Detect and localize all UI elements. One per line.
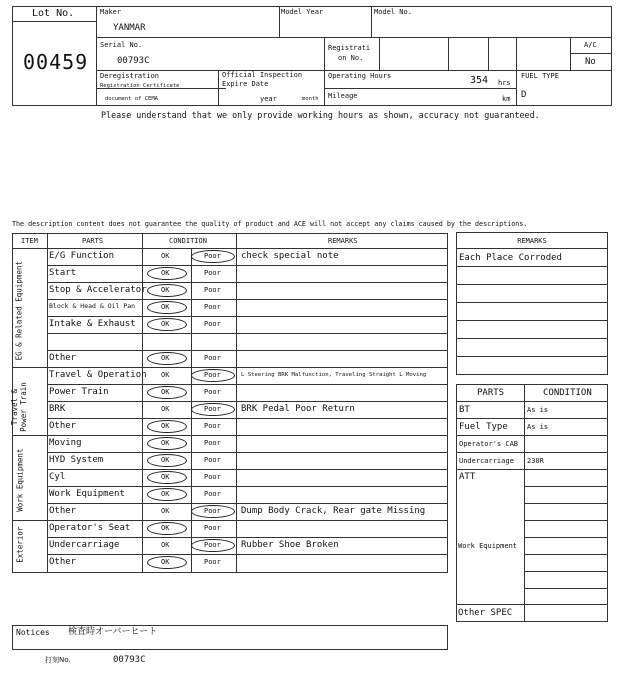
maker-label: Maker [100,8,122,16]
inspection-label-1: Official Inspection [222,71,303,79]
ok-circle-mark [147,420,187,433]
ok-option: OK [161,269,170,277]
other-spec-label: Other SPEC [458,608,513,618]
right-remark-row [457,267,608,285]
stamp-label: 打刻No. [45,656,71,664]
poor-option: Poor [204,524,221,532]
deregistration-label: Deregistration [100,72,160,80]
lot-label: Lot No. [32,8,75,19]
ok-circle-mark [147,471,187,484]
right-part-condition: As is [527,406,549,414]
ac-label: A/C [584,41,597,49]
part-name: Operator's Seat [49,523,131,533]
right-remarks-table [456,232,608,375]
ok-option: OK [161,473,170,481]
part-name: Moving [49,438,82,448]
ok-option: OK [161,252,170,260]
poor-circle-mark [191,403,235,416]
serial-value: 00793C [117,56,150,66]
right-remark-row: Each Place Corroded [457,249,608,267]
part-name: Stop & Accelerator [49,285,147,295]
att-label: ATT [459,472,476,482]
poor-option: Poor [204,371,221,379]
poor-circle-mark [191,539,235,552]
remark-text: check special note [241,251,339,261]
hours-note: Please understand that we only provide working hours as shown, accuracy not guaranteed. [101,110,540,120]
poor-option: Poor [204,507,221,515]
operating-hours-label: Operating Hours [328,72,392,80]
ok-option: OK [161,456,170,464]
ok-circle-mark [147,267,187,280]
poor-option: Poor [204,303,221,311]
registration-label-2: on No. [338,54,364,62]
part-name: Start [49,268,77,278]
right-remark-row [457,285,608,303]
remark-text: L Steering BRK Malfunction, Traveling Straight L Moving [241,372,427,378]
right-part-condition: As is [527,423,549,431]
group-label-work: Work Equipment [15,448,25,512]
ac-value: No [585,57,596,67]
ok-circle-mark [147,301,187,314]
part-name: BRK [49,404,66,414]
right-remarks-header: REMARKS [457,233,608,249]
part-name: Work Equipment [49,489,125,499]
ok-option: OK [161,303,170,311]
part-name: Power Train [49,387,109,397]
group-label-travel: Travel & Power Train [10,382,28,432]
right-parts-header: PARTS [477,388,505,398]
poor-circle-mark [191,250,235,263]
ok-option: OK [161,354,170,362]
ok-circle-mark [147,318,187,331]
poor-option: Poor [204,456,221,464]
header-remarks: REMARKS [328,237,358,245]
ok-option: OK [161,422,170,430]
right-condition-header: CONDITION [543,388,592,398]
ok-option: OK [161,541,170,549]
right-remark-row [457,321,608,339]
ok-option: OK [161,371,170,379]
notices-value: 検査時オーバーヒート [68,627,158,637]
poor-option: Poor [204,558,221,566]
stamp-value: 00793C [113,655,146,665]
poor-option: Poor [204,252,221,260]
disclaimer: The description content does not guarantee the quality of product and ACE will not accept any claims caused by the descriptions. [12,220,528,228]
part-name: Intake & Exhaust [49,319,136,329]
ok-circle-mark [147,522,187,535]
poor-option: Poor [204,405,221,413]
ok-circle-mark [147,352,187,365]
ok-option: OK [161,490,170,498]
poor-option: Poor [204,422,221,430]
operating-hours-value: 354 [470,75,489,86]
part-name: HYD System [49,455,104,465]
ok-option: OK [161,507,170,515]
lot-number: 00459 [23,50,89,74]
ok-option: OK [161,524,170,532]
maker-value: YANMAR [113,23,146,33]
registration-label-1: Registrati [328,44,371,52]
remark-text: BRK Pedal Poor Return [241,404,355,414]
group-label-exterior: Exterior [15,526,25,563]
km-unit: km [502,95,511,103]
poor-option: Poor [204,388,221,396]
header-item: ITEM [21,237,38,245]
ok-option: OK [161,405,170,413]
registration-certificate-label: Registration Certificate [100,83,180,89]
ok-circle-mark [147,556,187,569]
poor-option: Poor [204,541,221,549]
header-parts: PARTS [82,237,104,245]
part-name: Other [49,506,77,516]
month-label: month [302,96,319,102]
ok-option: OK [161,388,170,396]
poor-option: Poor [204,286,221,294]
right-part-condition: 230R [527,457,544,465]
remark-text: Dump Body Crack, Rear gate Missing [241,506,426,516]
notices-label: Notices [16,628,50,637]
hrs-unit: hrs [498,79,511,87]
cema-label: document of CEMA [105,96,158,102]
poor-option: Poor [204,320,221,328]
ok-circle-mark [147,386,187,399]
inspection-label-2: Expire Date [222,80,269,88]
right-part-name: Operator's CAB [459,440,519,448]
model-no-label: Model No. [374,8,412,16]
part-name: Cyl [49,472,66,482]
poor-option: Poor [204,490,221,498]
group-label-eg: EG & Related Equipment [14,261,24,361]
poor-option: Poor [204,269,221,277]
part-name: E/G Function [49,251,115,261]
ok-option: OK [161,558,170,566]
fuel-type-value: D [521,90,527,100]
part-name: Other [49,557,77,567]
model-year-label: Model Year [281,8,324,16]
ok-option: OK [161,320,170,328]
serial-label: Serial No. [100,41,143,49]
right-part-name: BT [459,405,470,415]
ok-circle-mark [147,488,187,501]
mileage-label: Mileage [328,92,358,100]
poor-option: Poor [204,354,221,362]
ok-circle-mark [147,437,187,450]
year-label: year [260,95,277,103]
inspection-table [12,233,448,573]
right-remark-row [457,303,608,321]
right-part-name: Undercarriage [459,457,514,465]
right-remark-row [457,357,608,375]
part-name: Undercarriage [49,540,120,550]
remark-text: Rubber Shoe Broken [241,540,339,550]
ok-circle-mark [147,454,187,467]
part-name: Other [49,421,77,431]
ok-option: OK [161,439,170,447]
poor-option: Poor [204,473,221,481]
fuel-type-label: FUEL TYPE [521,72,559,80]
right-remark-row [457,339,608,357]
poor-circle-mark [191,369,235,382]
poor-circle-mark [191,505,235,518]
part-name: Block & Head & Oil Pan [49,302,136,310]
poor-option: Poor [204,439,221,447]
ok-circle-mark [147,284,187,297]
right-part-name: Fuel Type [459,422,508,432]
right-work-equipment-label: Work Equipment [458,542,518,550]
header-condition: CONDITION [169,237,207,245]
part-name: Other [49,353,77,363]
ok-option: OK [161,286,170,294]
part-name: Travel & Operation [49,370,147,380]
